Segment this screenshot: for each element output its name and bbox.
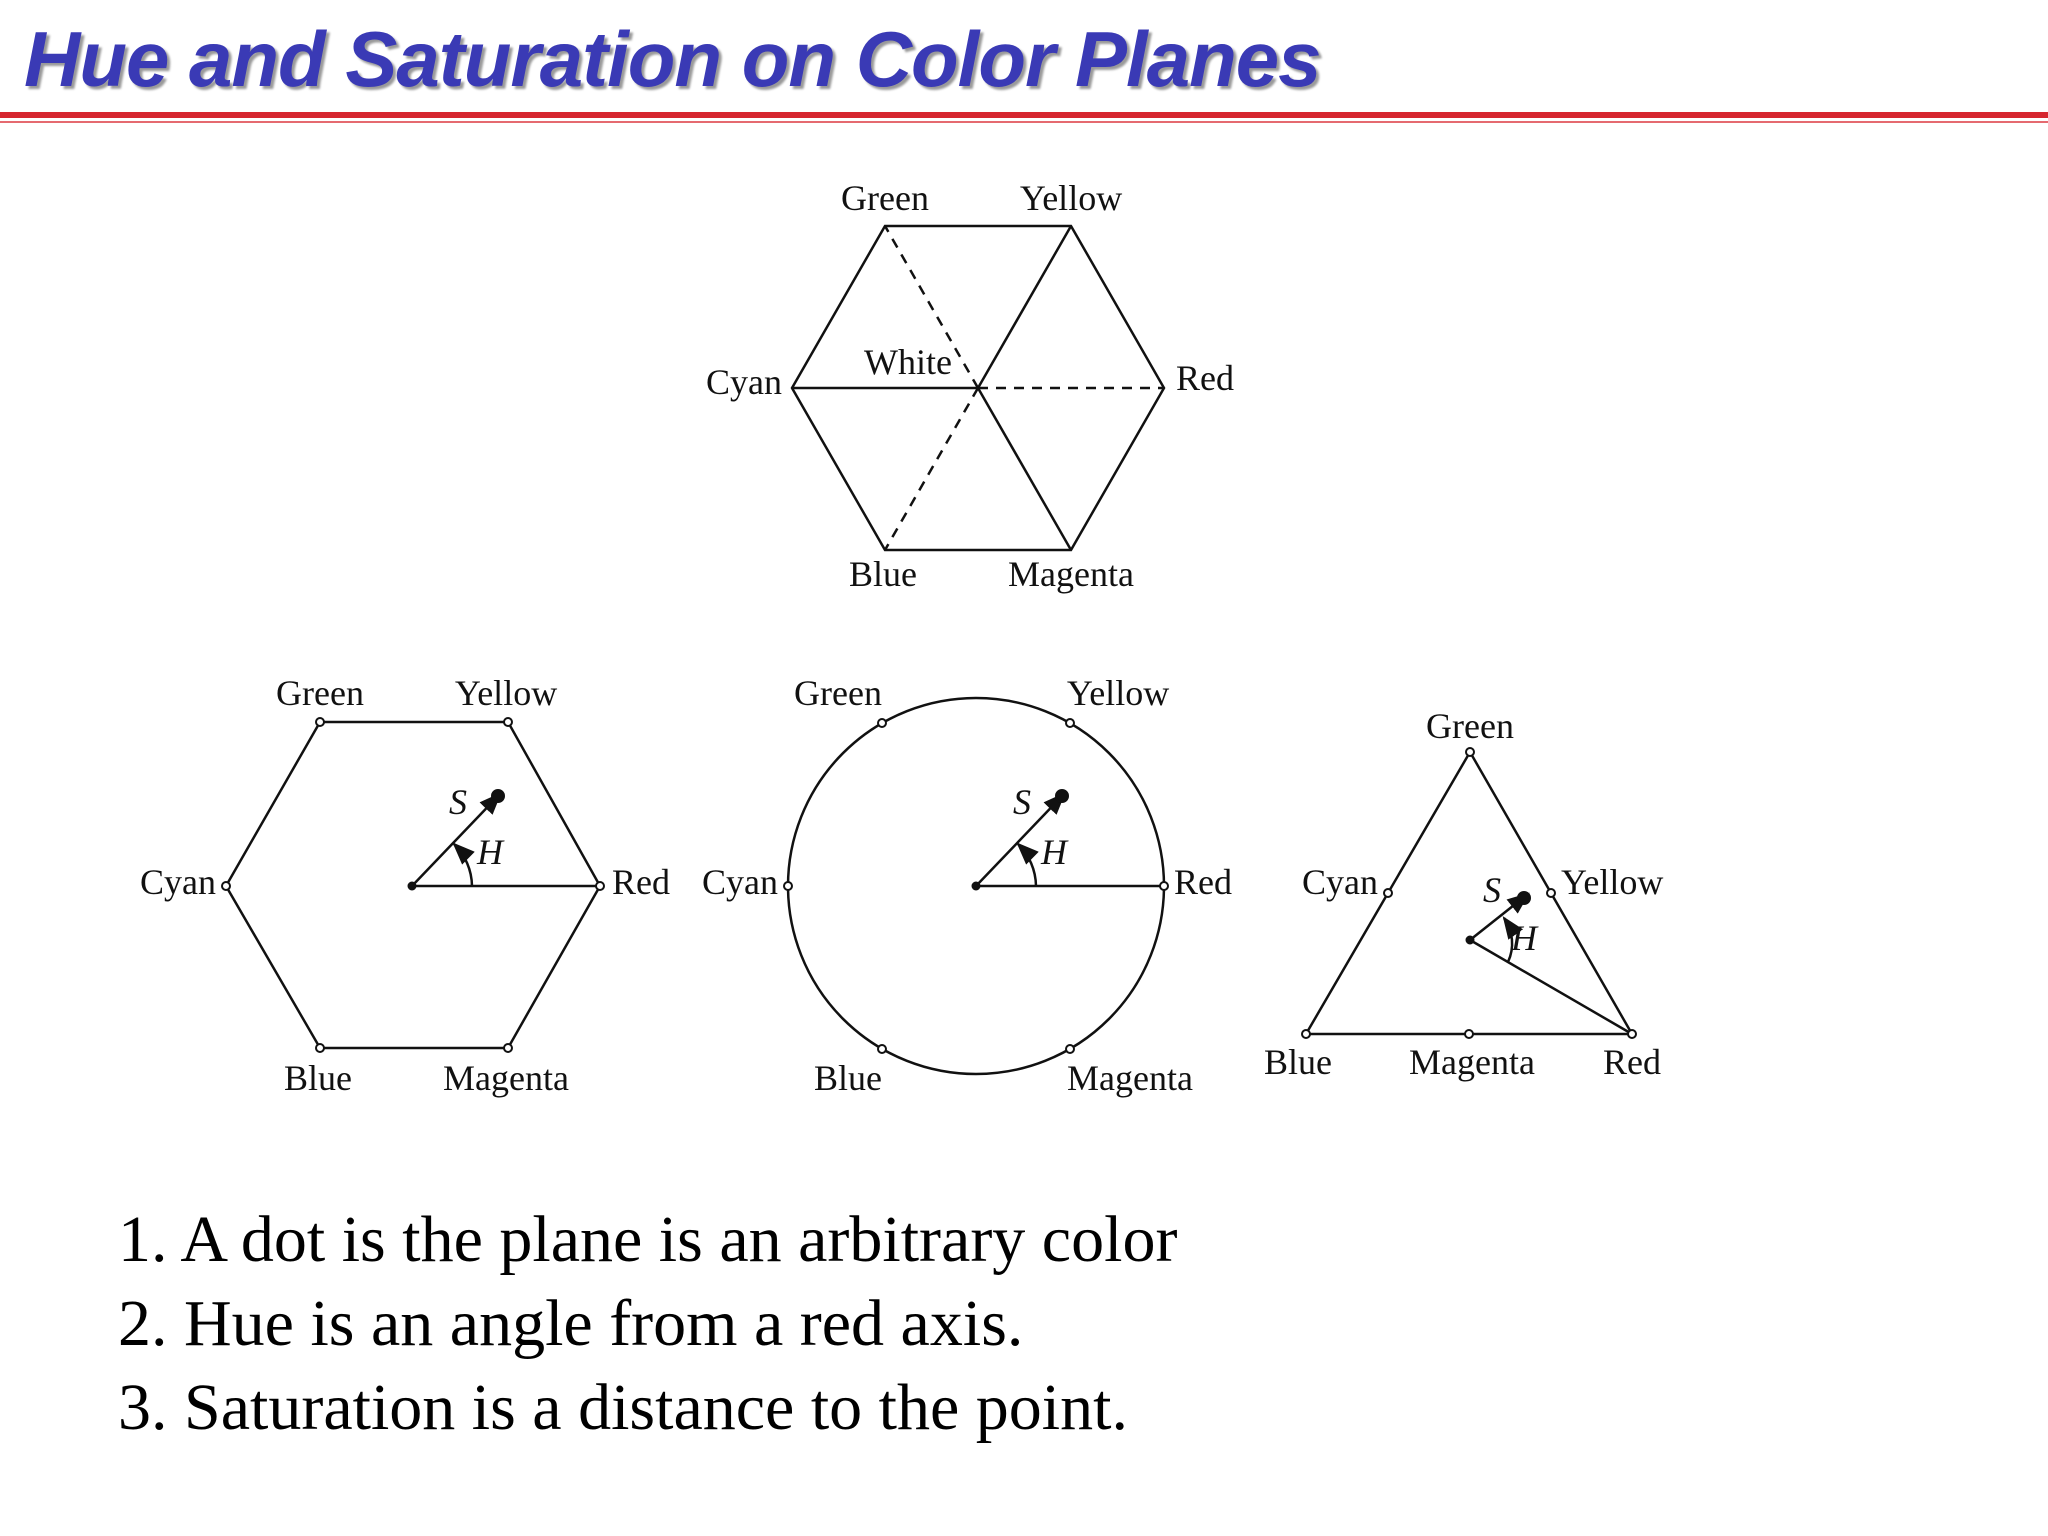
label-saturation: S xyxy=(1013,782,1031,822)
label-red: Red xyxy=(1603,1042,1661,1082)
label-magenta: Magenta xyxy=(1409,1042,1535,1082)
center-point xyxy=(1467,937,1474,944)
label-magenta: Magenta xyxy=(1067,1058,1193,1098)
notes-list xyxy=(118,1198,1177,1450)
color-point xyxy=(492,790,504,802)
label-yellow: Yellow xyxy=(454,673,558,713)
label-cyan: Cyan xyxy=(1302,862,1378,902)
vertex-magenta xyxy=(504,1044,512,1052)
point-cyan xyxy=(1384,889,1392,897)
point-red xyxy=(1160,882,1168,890)
vertex-blue xyxy=(1302,1030,1310,1038)
vertex-red xyxy=(1628,1030,1636,1038)
top-hexagon-diagram xyxy=(792,226,1164,550)
label-hue: H xyxy=(1041,832,1067,872)
slide-title: Hue and Saturation on Color Planes xyxy=(24,15,1321,103)
vertex-yellow xyxy=(504,718,512,726)
label-hue: H xyxy=(1511,918,1537,958)
note-item: 1. A dot is the plane is an arbitrary color xyxy=(118,1203,1178,1276)
note-item: 2. Hue is an angle from a red axis. xyxy=(118,1287,1024,1360)
label-magenta: Magenta xyxy=(1008,554,1134,594)
vertex-red xyxy=(596,882,604,890)
label-blue: Blue xyxy=(849,554,917,594)
center-point xyxy=(973,883,980,890)
label-saturation: S xyxy=(449,782,467,822)
label-white: White xyxy=(864,342,952,382)
label-red: Red xyxy=(612,862,670,902)
triangle-red-axis xyxy=(1470,940,1632,1034)
vertex-blue xyxy=(316,1044,324,1052)
label-blue: Blue xyxy=(284,1058,352,1098)
label-green: Green xyxy=(1426,706,1514,746)
label-blue: Blue xyxy=(814,1058,882,1098)
label-magenta: Magenta xyxy=(443,1058,569,1098)
point-magenta xyxy=(1465,1030,1473,1038)
label-red: Red xyxy=(1174,862,1232,902)
label-cyan: Cyan xyxy=(706,362,782,402)
point-magenta xyxy=(1066,1045,1074,1053)
label-green: Green xyxy=(276,673,364,713)
label-yellow: Yellow xyxy=(1019,178,1123,218)
vertex-cyan xyxy=(222,882,230,890)
label-green: Green xyxy=(794,673,882,713)
point-yellow xyxy=(1547,889,1555,897)
top-hexagon-hidden-blue xyxy=(885,388,978,550)
label-blue: Blue xyxy=(1264,1042,1332,1082)
point-blue xyxy=(878,1045,886,1053)
vertex-green xyxy=(316,718,324,726)
hexagon-hue-arc xyxy=(454,844,472,886)
label-cyan: Cyan xyxy=(702,862,778,902)
point-cyan xyxy=(784,882,792,890)
note-item: 3. Saturation is a distance to the point. xyxy=(118,1371,1128,1444)
point-yellow xyxy=(1066,719,1074,727)
center-point xyxy=(409,883,416,890)
label-yellow: Yellow xyxy=(1066,673,1170,713)
label-red: Red xyxy=(1176,358,1234,398)
top-hexagon-axis-magenta xyxy=(978,388,1071,550)
circle-hue-arc xyxy=(1018,844,1036,886)
color-point xyxy=(1056,790,1068,802)
top-hexagon-axis-yellow xyxy=(978,226,1071,388)
vertex-green xyxy=(1466,748,1474,756)
label-hue: H xyxy=(477,832,503,872)
top-hexagon-labels xyxy=(706,178,1234,594)
label-saturation: S xyxy=(1483,870,1501,910)
label-green: Green xyxy=(841,178,929,218)
color-point xyxy=(1518,892,1530,904)
label-cyan: Cyan xyxy=(140,862,216,902)
label-yellow: Yellow xyxy=(1561,862,1664,902)
point-green xyxy=(878,719,886,727)
